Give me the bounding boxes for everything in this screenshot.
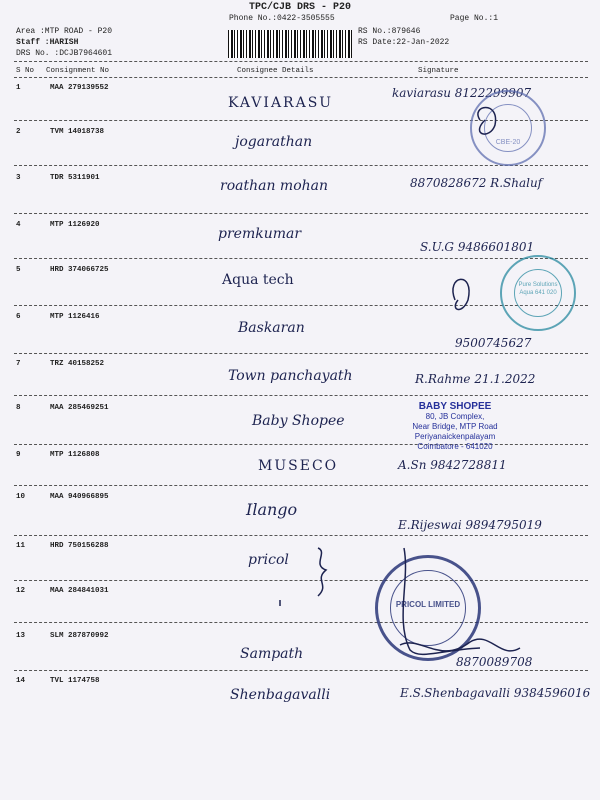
row-consignment: MAA 279139552 bbox=[50, 84, 109, 92]
stamp-title: BABY SHOPEE bbox=[418, 401, 492, 412]
row-sno: 3 bbox=[16, 174, 21, 182]
area-label: Area :MTP ROAD - P20 bbox=[16, 27, 113, 36]
consignee-name: Shenbagavalli bbox=[230, 687, 331, 703]
stamp-text: Pure Solutions Aqua 641 020 bbox=[518, 282, 558, 296]
row-sno: 7 bbox=[16, 360, 21, 368]
rs-date: RS Date:22-Jan-2022 bbox=[358, 38, 450, 47]
row-sno: 13 bbox=[16, 632, 26, 640]
consignee-name: KAVIARASU bbox=[228, 95, 334, 111]
col-consignment: Consignment No bbox=[46, 67, 110, 75]
rs-number: RS No.:879646 bbox=[358, 27, 421, 36]
signature: S.U.G 9486601801 bbox=[420, 240, 535, 254]
stamp-line: Near Bridge, MTP Road bbox=[412, 422, 498, 431]
row-sno: 1 bbox=[16, 84, 21, 92]
row-sno: 5 bbox=[16, 266, 21, 274]
signature: 9500745627 bbox=[455, 336, 532, 350]
consignee-name: Sampath bbox=[240, 646, 304, 662]
row-sno: 12 bbox=[16, 587, 26, 595]
row-sno: 9 bbox=[16, 451, 21, 459]
consignee-name: Baskaran bbox=[238, 320, 305, 336]
signature-scribble bbox=[453, 279, 469, 309]
phone-number: Phone No.:0422-3505555 bbox=[229, 14, 335, 23]
signature: 8870089708 bbox=[456, 655, 533, 669]
consignee-name: Aqua tech bbox=[222, 272, 294, 288]
stamp-line: 80, JB Complex, bbox=[425, 412, 485, 421]
signature: A.Sn 9842728811 bbox=[398, 458, 507, 472]
stamp-text: PRICOL LIMITED bbox=[395, 600, 461, 609]
row-consignment: MTP 1126808 bbox=[50, 451, 100, 459]
signature: R.Rahme 21.1.2022 bbox=[415, 372, 536, 386]
row-consignment: SLM 287870992 bbox=[50, 632, 109, 640]
stamp-line: Periyanaickenpalayam bbox=[414, 432, 496, 441]
page-number: Page No.:1 bbox=[450, 14, 499, 23]
signature: E.Rijeswai 9894795019 bbox=[398, 518, 542, 532]
drs-number: DRS No. :DCJB7964601 bbox=[16, 49, 113, 58]
row-sno: 4 bbox=[16, 221, 21, 229]
row-consignment: MAA 285469251 bbox=[50, 404, 109, 412]
signature-scribble bbox=[478, 108, 496, 135]
row-sno: 11 bbox=[16, 542, 26, 550]
row-consignment: HRD 374066725 bbox=[50, 266, 109, 274]
signature: 8870828672 R.Shaluf bbox=[410, 176, 543, 190]
consignee-name: roathan mohan bbox=[220, 178, 329, 194]
row-consignment: TVL 1174758 bbox=[50, 677, 100, 685]
col-details: Consignee Details bbox=[237, 67, 314, 75]
signature-scribble bbox=[318, 548, 326, 596]
stamp-text: CBE-20 bbox=[495, 139, 521, 146]
sheet-title: TPC/CJB DRS - P20 bbox=[248, 2, 352, 13]
row-consignment: MAA 284841031 bbox=[50, 587, 109, 595]
row-sno: 2 bbox=[16, 128, 21, 136]
staff-label: Staff :HARISH bbox=[16, 38, 79, 47]
consignee-name: jogarathan bbox=[235, 134, 313, 150]
consignee-name: premkumar bbox=[218, 226, 302, 242]
consignee-name: Town panchayath bbox=[228, 368, 353, 384]
col-sno: S No bbox=[16, 67, 35, 75]
row-consignment: HRD 750156288 bbox=[50, 542, 109, 550]
consignee-name: MUSECO bbox=[258, 458, 339, 474]
col-signature: Signature bbox=[418, 67, 459, 75]
consignee-name: Baby Shopee bbox=[252, 413, 345, 429]
row-sno: 14 bbox=[16, 677, 26, 685]
row-consignment: MTP 1126416 bbox=[50, 313, 100, 321]
row-consignment: TDR 5311901 bbox=[50, 174, 100, 182]
row-consignment: TRZ 40158252 bbox=[50, 360, 105, 368]
row-sno: 8 bbox=[16, 404, 21, 412]
row-consignment: TVM 14018738 bbox=[50, 128, 105, 136]
signature-scribble bbox=[403, 548, 480, 654]
row-sno: 6 bbox=[16, 313, 21, 321]
stamp-line: Coimbatore - 641020 bbox=[417, 442, 493, 451]
row-consignment: MAA 940966895 bbox=[50, 493, 109, 501]
row-consignment: MTP 1126920 bbox=[50, 221, 100, 229]
consignee-name: pricol bbox=[248, 552, 289, 568]
signature: E.S.Shenbagavalli 9384596016 bbox=[400, 686, 591, 700]
consignee-name: Ilango bbox=[246, 500, 298, 519]
signature: kaviarasu 8122299907 bbox=[392, 86, 532, 100]
row-sno: 10 bbox=[16, 493, 26, 501]
